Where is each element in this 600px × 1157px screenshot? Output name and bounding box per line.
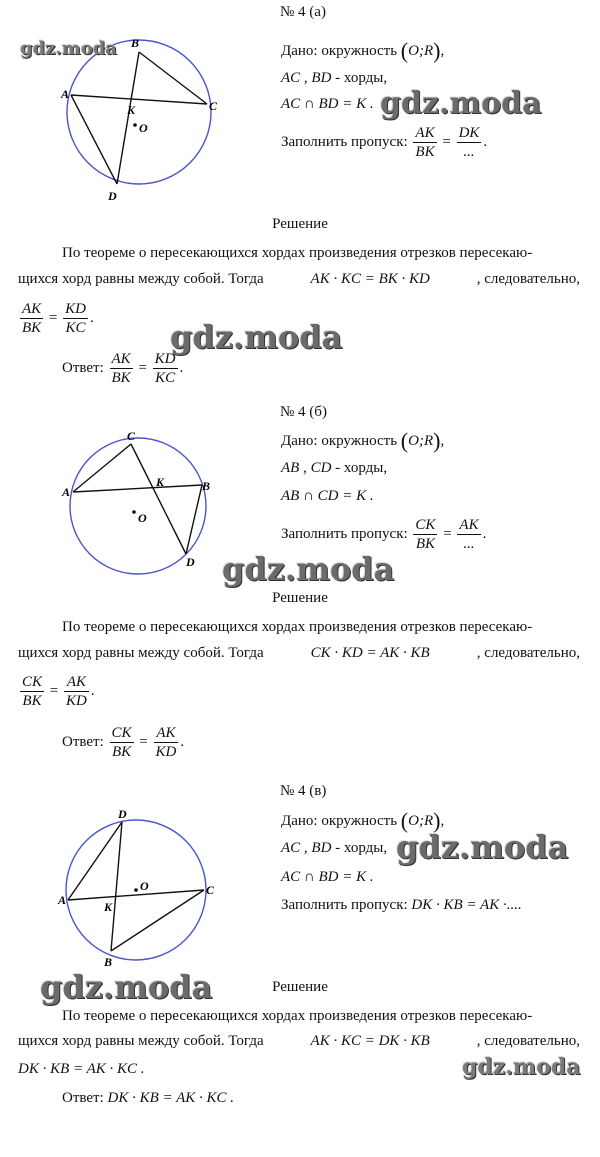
- part-a-label-o: O: [139, 121, 148, 135]
- part-a-center-dot: [133, 123, 137, 127]
- part-c-solution-line2: щихся хорд равны между собой. Тогда AK · KC = DK · KB , следовательно,: [18, 1033, 580, 1049]
- watermark-3: gdz.moda: [170, 318, 343, 356]
- part-a-label-a: A: [61, 87, 70, 101]
- part-b-solution-title: Решение: [272, 590, 328, 606]
- part-b-diagram: [56, 428, 226, 578]
- part-c-result: DK · KB = AK · KC .: [18, 1061, 145, 1077]
- part-c-title: № 4 (в): [280, 783, 327, 799]
- part-a-title: № 4 (а): [280, 4, 326, 20]
- part-c-label-o: O: [140, 879, 149, 893]
- part-b-label-b: B: [202, 479, 211, 493]
- part-a-fill-rhs: $\frac{DK}{...}$: [458, 125, 480, 160]
- part-c-answer: Ответ: DK · KB = AK · KC .: [62, 1090, 235, 1106]
- part-c-chords-line: AC , BD - хорды,: [281, 840, 388, 856]
- part-a-solution-line2: щихся хорд равны между собой. Тогда AK · KC = BK · KD , следовательно,: [18, 271, 580, 287]
- part-b-center-dot: [132, 510, 136, 514]
- part-b-given: Дано: окружность (O;R),: [281, 428, 445, 453]
- part-c-segment-bc: [111, 890, 204, 951]
- part-a-fill-label: Заполнить пропуск:: [281, 134, 408, 150]
- part-b-intersection: AB ∩ CD = K .: [281, 488, 374, 504]
- part-a-label-k: K: [127, 103, 136, 117]
- part-a-solution-title: Решение: [272, 216, 328, 232]
- part-a-diagram: [55, 38, 225, 208]
- part-b-label-o: O: [138, 511, 147, 525]
- part-c-solution-title: Решение: [272, 979, 328, 995]
- part-c-label-k: K: [104, 900, 113, 914]
- part-c-label-c: C: [206, 883, 215, 897]
- part-a-segment-ad: [71, 95, 117, 184]
- part-c-label-d: D: [118, 808, 127, 821]
- part-b-fill: Заполнить пропуск: $\frac{CK}{BK}$ = $\frac{AK}{...}$ .: [281, 517, 487, 552]
- part-a-chords-text: - хорды,: [331, 70, 388, 86]
- part-a-given-center: O;R: [408, 43, 434, 59]
- part-a-answer: Ответ: $\frac{AK}{BK}$ = $\frac{KD}{KC}$ .: [62, 351, 184, 386]
- part-a-intersection: AC ∩ BD = K .: [281, 96, 374, 112]
- part-c-label-a: A: [58, 893, 67, 907]
- part-c-fill: Заполнить пропуск: DK · KB = AK ·....: [281, 897, 522, 913]
- part-c-diagram: [56, 808, 226, 968]
- part-b-label-k: K: [156, 475, 165, 489]
- watermark-4: gdz.moda: [222, 550, 395, 588]
- part-c-chord-bd: [111, 822, 122, 951]
- part-a-result: $\frac{AK}{BK}$ = $\frac{KD}{KC}$ .: [22, 301, 94, 336]
- watermark-1: gdz.moda: [20, 38, 117, 59]
- part-a-solution-line1: По теореме о пересекающихся хордах произведения отрезков пересекаю-: [62, 245, 533, 261]
- part-c-label-b: B: [104, 955, 113, 968]
- part-c-solution-line1: По теореме о пересекающихся хордах произведения отрезков пересекаю-: [62, 1008, 533, 1024]
- part-a-fill: Заполнить пропуск: $\frac{AK}{BK}$ = $\frac{DK}{...}$ .: [281, 125, 488, 160]
- part-b-title: № 4 (б): [280, 404, 327, 420]
- part-c-intersection: AC ∩ BD = K .: [281, 869, 374, 885]
- part-c-center-dot: [134, 888, 138, 892]
- part-a-chords-math: AC , BD: [281, 70, 332, 86]
- part-b-label-a: A: [62, 485, 71, 499]
- watermark-7: gdz.moda: [462, 1054, 581, 1080]
- part-a-chord-bd: [117, 52, 139, 184]
- part-a-given: Дано: окружность (O;R),: [281, 38, 445, 63]
- part-b-label-c: C: [127, 429, 136, 443]
- part-a-label-d: D: [108, 189, 117, 203]
- part-b-chord-cd: [131, 444, 186, 554]
- part-b-chord-ab: [73, 485, 202, 492]
- part-b-solution-line1: По теореме о пересекающихся хордах произведения отрезков пересекаю-: [62, 619, 533, 635]
- part-a-label-b: B: [131, 38, 140, 50]
- part-b-result: $\frac{CK}{BK}$ = $\frac{AK}{KD}$ .: [22, 674, 95, 709]
- part-a-circle: [67, 40, 211, 184]
- part-b-chords-line: AB , CD - хорды,: [281, 460, 388, 476]
- part-b-solution-line2: щихся хорд равны между собой. Тогда CK · KD = AK · KB , следовательно,: [18, 645, 580, 661]
- watermark-6: gdz.moda: [40, 968, 213, 1006]
- part-a-chord-ac: [71, 95, 207, 104]
- part-a-segment-bc: [139, 52, 207, 104]
- watermark-2: gdz.moda: [380, 86, 542, 121]
- watermark-5: gdz.moda: [396, 828, 569, 866]
- part-a-chords-line: [281, 70, 387, 87]
- part-a-label-c: C: [209, 99, 218, 113]
- part-a-given-label: Дано: окружность: [281, 43, 398, 59]
- part-b-answer: Ответ: $\frac{CK}{BK}$ = $\frac{AK}{KD}$ .: [62, 725, 185, 760]
- part-b-label-d: D: [186, 555, 195, 569]
- part-c-given: Дано: окружность (O;R),: [281, 808, 445, 833]
- part-a-fill-lhs: $\frac{AK}{BK}$: [415, 125, 435, 160]
